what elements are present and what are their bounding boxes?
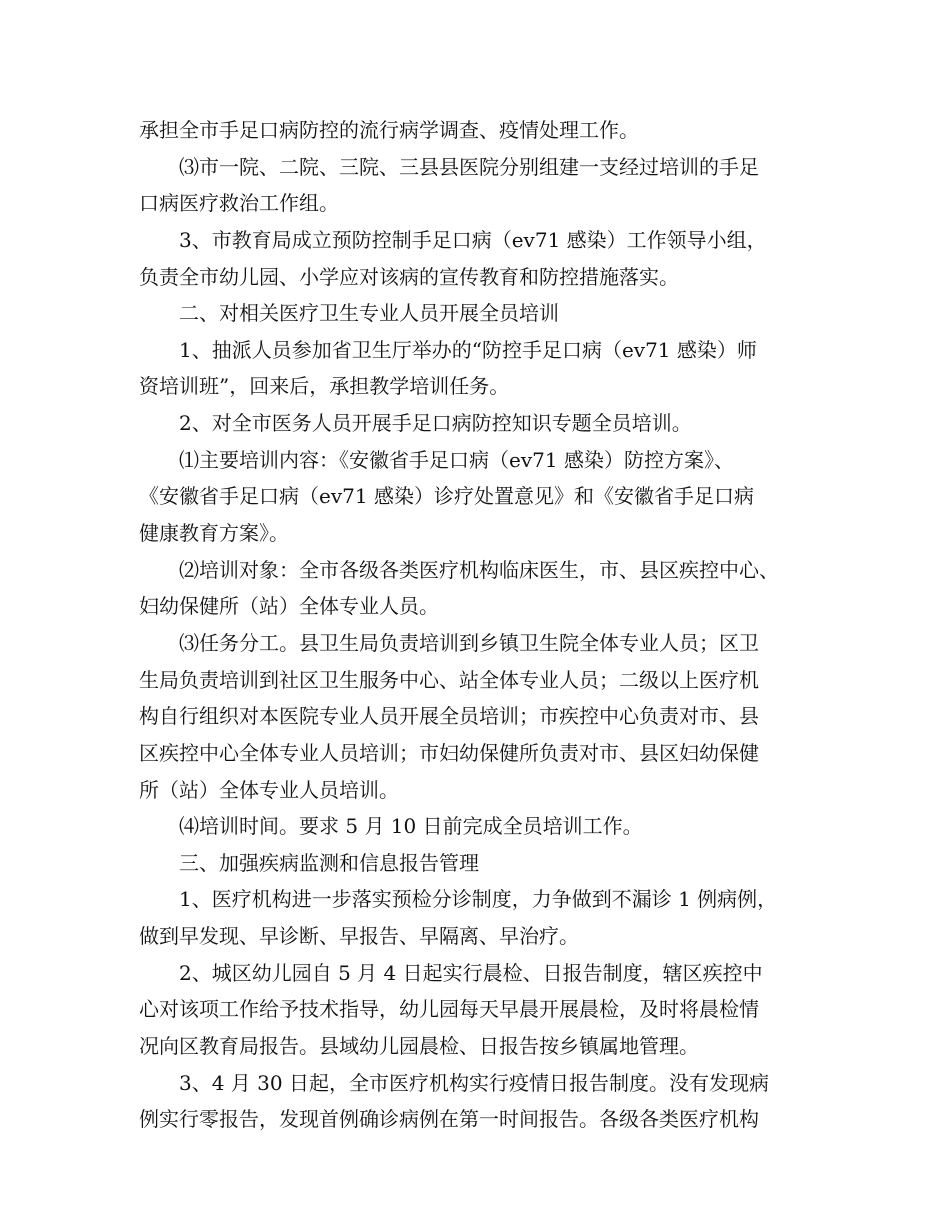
text-line: 1、医疗机构进一步落实预检分诊制度，力争做到不漏诊 1 例病例，: [179, 887, 778, 912]
text-line: ⑶任务分工。县卫生局负责培训到乡镇卫生院全体专业人员；区卫: [179, 630, 759, 655]
text-line: 妇幼保健所（站）全体专业人员。: [139, 594, 439, 619]
text-line: 做到早发现、早诊断、早报告、早隔离、早治疗。: [139, 924, 579, 949]
text-line: 2、城区幼儿园自 5 月 4 日起实行晨检、日报告制度，辖区疾控中: [179, 960, 763, 985]
text-line: 负责全市幼儿园、小学应对该病的宣传教育和防控措施落实。: [139, 264, 679, 289]
text-line: 承担全市手足口病防控的流行病学调查、疫情处理工作。: [139, 118, 639, 142]
text-line: 1、抽派人员参加省卫生厅举办的“防控手足口病（ev71 感染）师: [179, 337, 757, 362]
text-line: 构自行组织对本医院专业人员开展全员培训；市疾控中心负责对市、县: [139, 704, 759, 729]
text-line: 况向区教育局报告。县域幼儿园晨检、日报告按乡镇属地管理。: [139, 1034, 699, 1059]
text-line: 3、市教育局成立预防控制手足口病（ev71 感染）工作领导小组，: [179, 227, 767, 252]
text-line: 生局负责培训到社区卫生服务中心、站全体专业人员；二级以上医疗机: [139, 667, 759, 692]
text-line: 《安徽省手足口病（ev71 感染）诊疗处置意见》和《安徽省手足口病: [139, 484, 754, 509]
text-line: 3、4 月 30 日起，全市医疗机构实行疫情日报告制度。没有发现病: [179, 1070, 769, 1095]
text-line: 心对该项工作给予技术指导，幼儿园每天早晨开展晨检，及时将晨检情: [139, 997, 759, 1022]
text-line: 口病医疗救治工作组。: [139, 191, 339, 216]
text-line: 区疾控中心全体专业人员培训；市妇幼保健所负责对市、县区妇幼保健: [139, 740, 759, 765]
text-line: 2、对全市医务人员开展手足口病防控知识专题全员培训。: [179, 411, 692, 436]
text-line: ⑴主要培训内容：《安徽省手足口病（ev71 感染）防控方案》、: [179, 447, 734, 472]
text-line: 例实行零报告，发现首例确诊病例在第一时间报告。各级各类医疗机构: [139, 1107, 759, 1132]
document-body: [139, 112, 829, 1138]
text-line: ⑷培训时间。要求 5 月 10 日前完成全员培训工作。: [179, 814, 643, 839]
section-heading: 三、加强疾病监测和信息报告管理: [179, 850, 479, 875]
section-heading: 二、对相关医疗卫生专业人员开展全员培训: [179, 301, 559, 326]
text-line: 所（站）全体专业人员培训。: [139, 777, 399, 802]
text-line: ⑵培训对象：全市各级各类医疗机构临床医生，市、县区疾控中心、: [179, 557, 779, 582]
text-line: 资培训班”，回来后，承担教学培训任务。: [139, 374, 510, 399]
text-line: ⑶市一院、二院、三院、三县县医院分别组建一支经过培训的手足: [179, 154, 759, 179]
text-line: 健康教育方案》。: [139, 521, 289, 546]
